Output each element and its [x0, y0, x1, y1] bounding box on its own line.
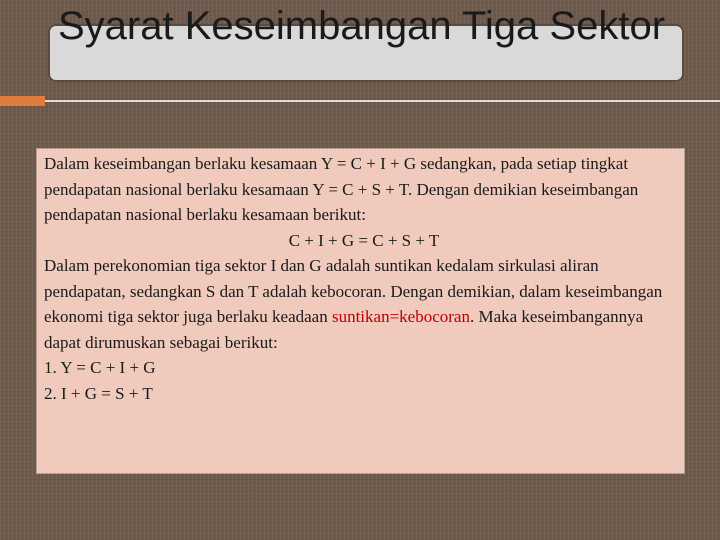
highlight-text: suntikan=kebocoran: [331, 307, 470, 326]
accent-block: [0, 96, 45, 106]
paragraph-explanation: [44, 253, 684, 355]
paragraph-intro: Dalam keseimbangan berlaku kesamaan Y = C + I + G sedangkan, pada setiap tingkat pendapatan nasional berlaku kesamaan Y = C + S + T. Dengan demikian keseimbangan pendapatan nasional berlaku kesamaan berikut:: [44, 154, 639, 224]
content-box: [36, 148, 685, 474]
divider-line: [0, 100, 720, 102]
slide-title: Syarat Keseimbangan Tiga Sektor: [58, 4, 666, 48]
equation: C + I + G = C + S + T: [288, 230, 440, 250]
explanation-text-end: . Maka keseimbangannya dapat dirumuskan sebagai berikut:: [44, 307, 644, 352]
formula-item-1: 1. Y = C + I + G: [44, 358, 156, 377]
formula-item-2: 2. I + G = S + T: [44, 383, 153, 403]
explanation-text-start: Dalam perekonomian tiga sektor I dan G adalah suntikan kedalam sirkulasi aliran pendapatan, sedangkan S dan T adalah kebocoran. Dengan demikian, dalam keseimbangan ekonomi tiga sektor juga berlaku keadaan: [44, 256, 663, 326]
